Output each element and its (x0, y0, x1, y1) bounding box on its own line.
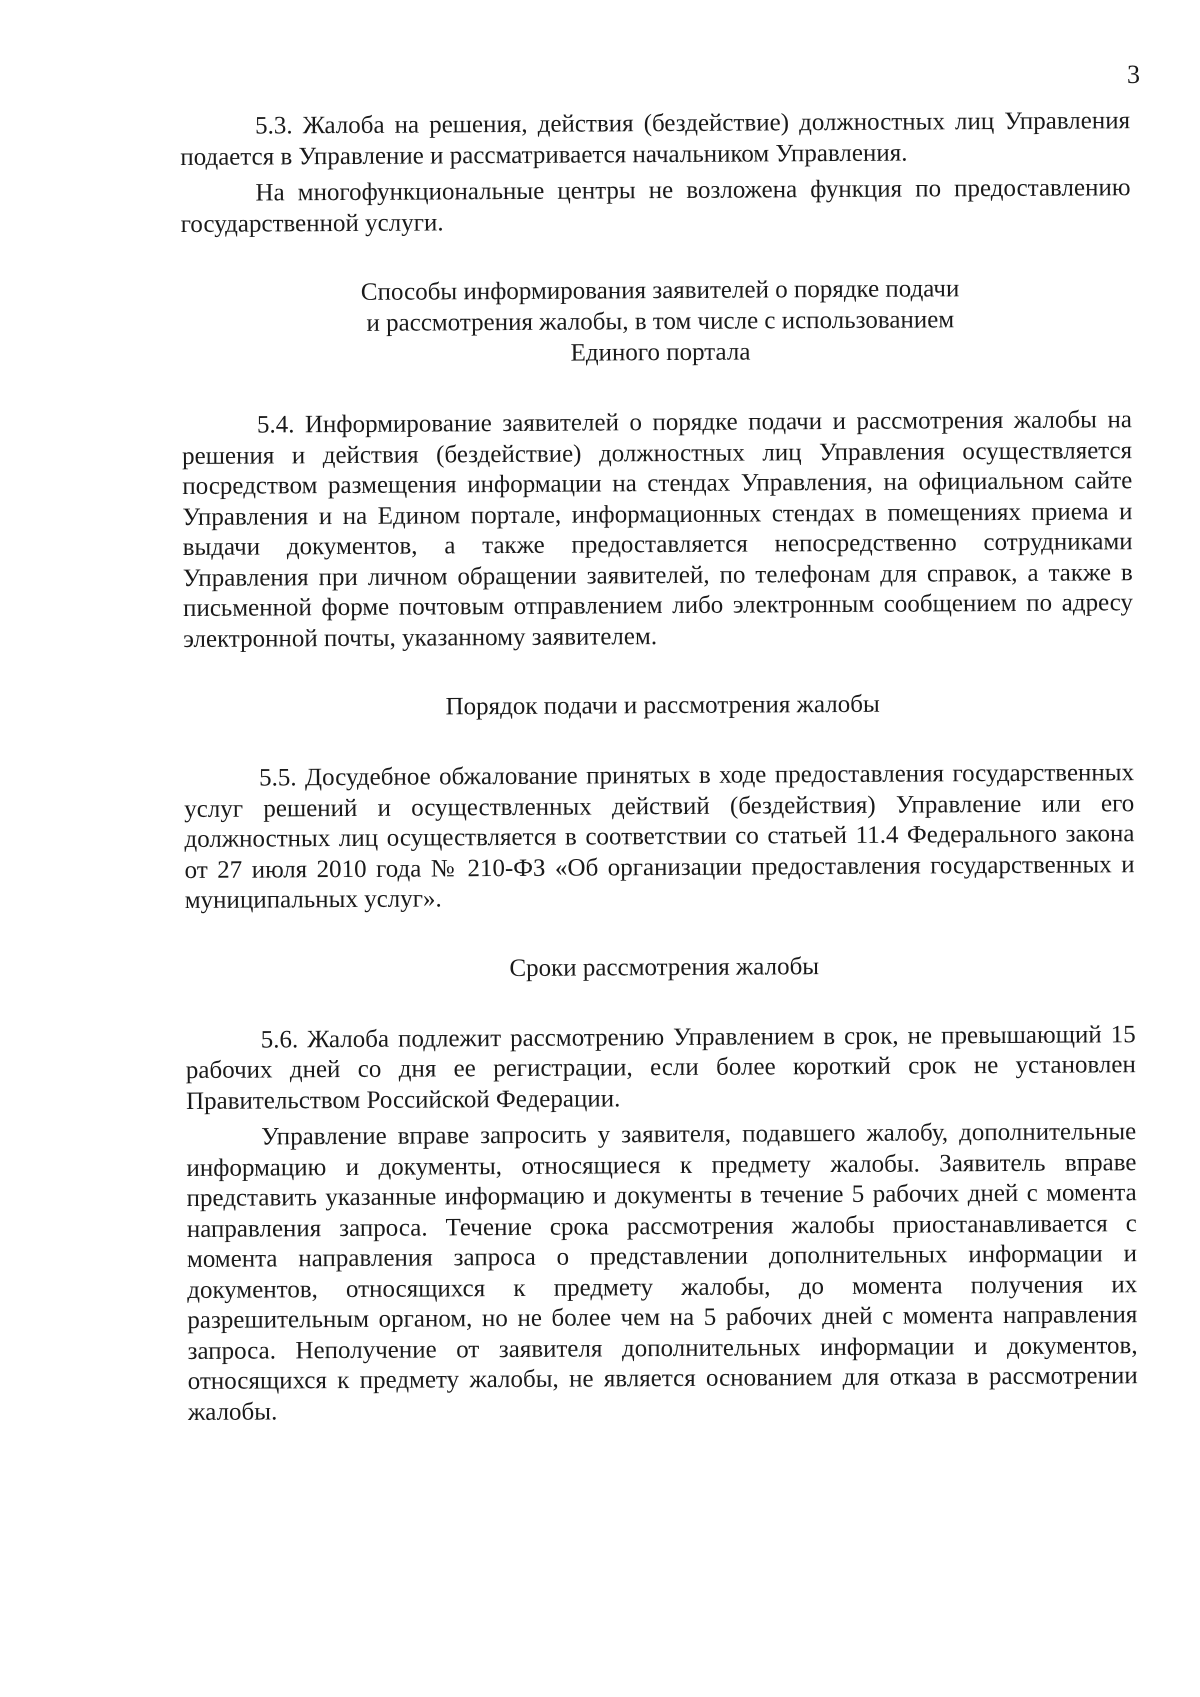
paragraph-5-3-mfc: На многофункциональные центры не возложена функция по предоставлению государственной услуги. (180, 174, 1131, 238)
paragraph-5-5: 5.5. Досудебное обжалование принятых в ходе предоставления государственных услуг решений и осуществленных действий (бездействия) Управление или его должностных лиц осуществляется в соответствии со статьей 11.4 Федерального закона от 27 июля 2010 года № 210-ФЗ «Об организации предоставления государственных и муниципальных услуг». (184, 759, 1135, 914)
heading-line: Способы информирования заявителей о порядке подачи (360, 275, 960, 306)
document-body (180, 106, 1138, 1428)
section-heading-informing (181, 272, 1132, 371)
heading-line: Сроки рассмотрения жалобы (509, 952, 820, 982)
heading-line: Порядок подачи и рассмотрения жалобы (445, 690, 880, 721)
heading-line: Единого портала (570, 338, 751, 367)
paragraph-5-3: 5.3. Жалоба на решения, действия (бездействие) должностных лиц Управления подается в Управление и рассматривается начальником Управления. (180, 107, 1131, 171)
paragraph-5-6: 5.6. Жалоба подлежит рассмотрению Управлением в срок, не превышающий 15 рабочих дней со дня ее регистрации, если более короткий срок не установлен Правительством Российской Федерации. (185, 1020, 1136, 1115)
paragraph-5-4: 5.4. Информирование заявителей о порядке подачи и рассмотрения жалобы на решения и действия (бездействие) должностных лиц Управления осуществляется посредством размещения информации на стендах Управления, на официальном сайте Управления и на Едином портале, информационных стендах в помещениях приема и выдачи документов, а также предоставляется непосредственно сотрудниками Управления при личном обращении заявителей, по телефонам для справок, а также в письменной форме почтовым отправлением либо электронным сообщением по адресу электронной почты, указанному заявителем. (182, 406, 1134, 653)
heading-line: и рассмотрения жалобы, в том числе с использованием (366, 306, 955, 337)
page-number: 3 (1127, 60, 1140, 89)
paragraph-5-6-request: Управление вправе запросить у заявителя, подавшего жалобу, дополнительные информацию и документы, относящиеся к предмету жалобы. Заявитель вправе представить указанные информацию и документы в течение 5 рабочих дней с момента направления запроса. Течение срока рассмотрения жалобы приостанавливается с момента направления запроса о представлении дополнительных информации и документов, относящихся к предмету жалобы, до момента получения их разрешительным органом, но не более чем на 5 рабочих дней с момента направления запроса. Неполучение от заявителя дополнительных информации и документов, относящихся к предмету жалобы, не является основанием для отказа в рассмотрении жалобы. (186, 1118, 1138, 1426)
